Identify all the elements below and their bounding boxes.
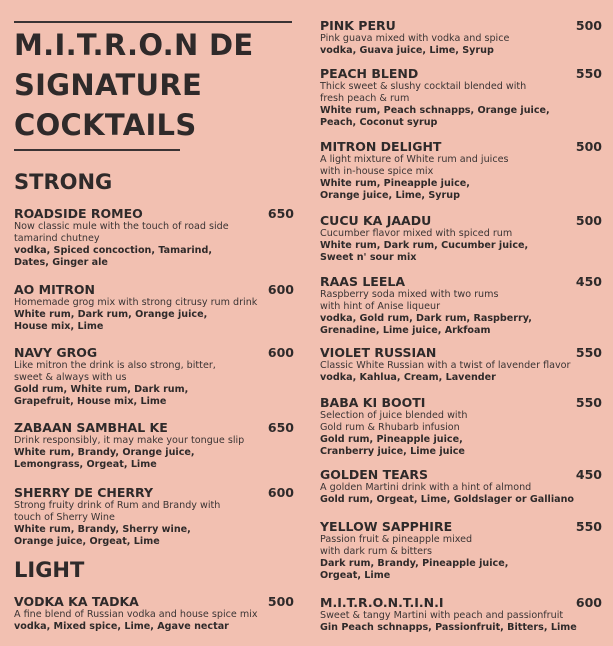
item-ingredients-line: vodka, Mixed spice, Lime, Agave nectar <box>14 621 229 632</box>
item-ingredients-line: Dark rum, Brandy, Pineapple juice, <box>320 558 509 569</box>
menu-item-violet-russian <box>320 345 602 384</box>
item-description-line: Pink guava mixed with vodka and spice <box>320 33 510 44</box>
item-ingredients-line: Peach, Coconut syrup <box>320 117 438 128</box>
item-description-line: Classic White Russian with a twist of lavender flavor <box>320 360 571 371</box>
title-top-rule <box>14 21 292 23</box>
item-ingredients-line: Gold rum, White rum, Dark rum, <box>14 384 189 395</box>
item-ingredients-line: Cranberry juice, Lime juice <box>320 446 465 457</box>
menu-item-roadside-romeo <box>14 206 294 269</box>
menu-item-cucu-ka-jaadu <box>320 213 602 264</box>
item-price: 550 <box>575 66 602 81</box>
menu-item-raas-leela <box>320 274 602 337</box>
item-name: YELLOW SAPPHIRE <box>320 519 453 534</box>
item-description-line: Now classic mule with the touch of road side <box>14 221 229 232</box>
item-name: M.I.T.R.O.N.T.I.N.I <box>320 595 444 610</box>
item-ingredients-line: Lemongrass, Orgeat, Lime <box>14 459 157 470</box>
item-name: AO MITRON <box>14 282 95 297</box>
item-description-line: touch of Sherry Wine <box>14 512 115 523</box>
menu-item-ao-mitron <box>14 282 294 333</box>
item-ingredients-line: Gold rum, Orgeat, Lime, Goldslager or Galliano <box>320 494 575 505</box>
item-ingredients-line: Sweet n' sour mix <box>320 252 417 263</box>
menu-title-line-1: M.I.T.R.O.N DE <box>14 28 254 62</box>
item-ingredients-line: Grenadine, Lime juice, Arkfoam <box>320 325 491 336</box>
item-description-line: tamarind chutney <box>14 233 100 244</box>
item-description-line: Raspberry soda mixed with two rums <box>320 289 499 300</box>
item-ingredients-line: White rum, Peach schnapps, Orange juice, <box>320 105 550 116</box>
item-price: 500 <box>575 213 602 228</box>
item-ingredients-line: Orgeat, Lime <box>320 570 391 581</box>
item-description-line: Thick sweet & slushy cocktail blended with <box>320 81 527 92</box>
item-description-line: Strong fruity drink of Rum and Brandy with <box>14 500 221 511</box>
item-description-line: Sweet & tangy Martini with peach and passionfruit <box>320 610 564 621</box>
item-description-line: Passion fruit & pineapple mixed <box>320 534 473 545</box>
menu-item-navy-grog <box>14 345 294 408</box>
item-price: 500 <box>575 139 602 154</box>
menu-item-baba-ki-booti <box>320 395 602 458</box>
item-ingredients-line: Grapefruit, House mix, Lime <box>14 396 167 407</box>
item-ingredients-line: White rum, Dark rum, Orange juice, <box>14 309 208 320</box>
item-name: CUCU KA JAADU <box>320 213 432 228</box>
item-name: SHERRY DE CHERRY <box>14 485 154 500</box>
item-ingredients-line: White rum, Pineapple juice, <box>320 178 470 189</box>
item-description-line: A fine blend of Russian vodka and house spice mix <box>14 609 258 620</box>
item-name: ROADSIDE ROMEO <box>14 206 143 221</box>
item-name: NAVY GROG <box>14 345 98 360</box>
item-name: ZABAAN SAMBHAL KE <box>14 420 168 435</box>
item-price: 500 <box>575 18 602 33</box>
item-ingredients-line: White rum, Brandy, Sherry wine, <box>14 524 191 535</box>
item-ingredients-line: Gold rum, Pineapple juice, <box>320 434 463 445</box>
title-bottom-rule <box>14 149 180 151</box>
item-description-line: Cucumber flavor mixed with spiced rum <box>320 228 513 239</box>
item-description-line: with hint of Anise liqueur <box>320 301 441 312</box>
item-name: PEACH BLEND <box>320 66 419 81</box>
item-ingredients-line: Orange juice, Lime, Syrup <box>320 190 460 201</box>
menu-item-zabaan-sambhal-ke <box>14 420 294 471</box>
item-ingredients-line: White rum, Dark rum, Cucumber juice, <box>320 240 529 251</box>
menu-item-yellow-sapphire <box>320 519 602 582</box>
section-heading-light: LIGHT <box>14 558 85 582</box>
item-price: 650 <box>267 420 294 435</box>
menu-item-mitron-delight <box>320 139 602 202</box>
item-description-line: A golden Martini drink with a hint of almond <box>320 482 532 493</box>
menu-title-line-3: COCKTAILS <box>14 108 197 142</box>
item-name: RAAS LEELA <box>320 274 406 289</box>
menu-item-vodka-ka-tadka <box>14 594 294 633</box>
menu-item-pink-peru <box>320 18 602 57</box>
item-price: 550 <box>575 395 602 410</box>
item-ingredients-line: vodka, Guava juice, Lime, Syrup <box>320 45 494 56</box>
item-name: MITRON DELIGHT <box>320 139 442 154</box>
menu-item-peach-blend <box>320 66 602 129</box>
item-ingredients-line: White rum, Brandy, Orange juice, <box>14 447 195 458</box>
section-heading-strong: STRONG <box>14 170 113 194</box>
item-ingredients-line: vodka, Spiced concoction, Tamarind, <box>14 245 212 256</box>
item-name: VODKA KA TADKA <box>14 594 139 609</box>
item-price: 550 <box>575 345 602 360</box>
item-description-line: fresh peach & rum <box>320 93 410 104</box>
item-description-line: Homemade grog mix with strong citrusy rum drink <box>14 297 258 308</box>
item-description-line: Like mitron the drink is also strong, bitter, <box>14 360 216 371</box>
item-name: BABA KI BOOTI <box>320 395 426 410</box>
item-name: GOLDEN TEARS <box>320 467 428 482</box>
item-description-line: with dark rum & bitters <box>320 546 432 557</box>
item-name: PINK PERU <box>320 18 396 33</box>
item-price: 600 <box>267 282 294 297</box>
item-price: 600 <box>575 595 602 610</box>
item-ingredients-line: Gin Peach schnapps, Passionfruit, Bitters, Lime <box>320 622 577 633</box>
item-ingredients-line: House mix, Lime <box>14 321 104 332</box>
item-price: 450 <box>575 274 602 289</box>
item-price: 450 <box>575 467 602 482</box>
item-price: 550 <box>575 519 602 534</box>
item-description-line: A light mixture of White rum and juices <box>320 154 509 165</box>
item-description-line: with in-house spice mix <box>320 166 434 177</box>
menu-item-golden-tears <box>320 467 602 506</box>
item-ingredients-line: Dates, Ginger ale <box>14 257 108 268</box>
menu-item-sherry-de-cherry <box>14 485 294 548</box>
item-ingredients-line: Orange juice, Orgeat, Lime <box>14 536 160 547</box>
item-price: 500 <box>267 594 294 609</box>
item-price: 600 <box>267 485 294 500</box>
item-ingredients-line: vodka, Gold rum, Dark rum, Raspberry, <box>320 313 532 324</box>
item-name: VIOLET RUSSIAN <box>320 345 437 360</box>
item-ingredients-line: vodka, Kahlua, Cream, Lavender <box>320 372 496 383</box>
item-description-line: Drink responsibly, it may make your tongue slip <box>14 435 245 446</box>
menu-item-m-i-t-r-o-n-t-i-n-i <box>320 595 602 634</box>
item-description-line: sweet & always with us <box>14 372 127 383</box>
menu-title-line-2: SIGNATURE <box>14 68 203 102</box>
item-description-line: Selection of juice blended with <box>320 410 468 421</box>
item-price: 650 <box>267 206 294 221</box>
item-description-line: Gold rum & Rhubarb infusion <box>320 422 460 433</box>
item-price: 600 <box>267 345 294 360</box>
